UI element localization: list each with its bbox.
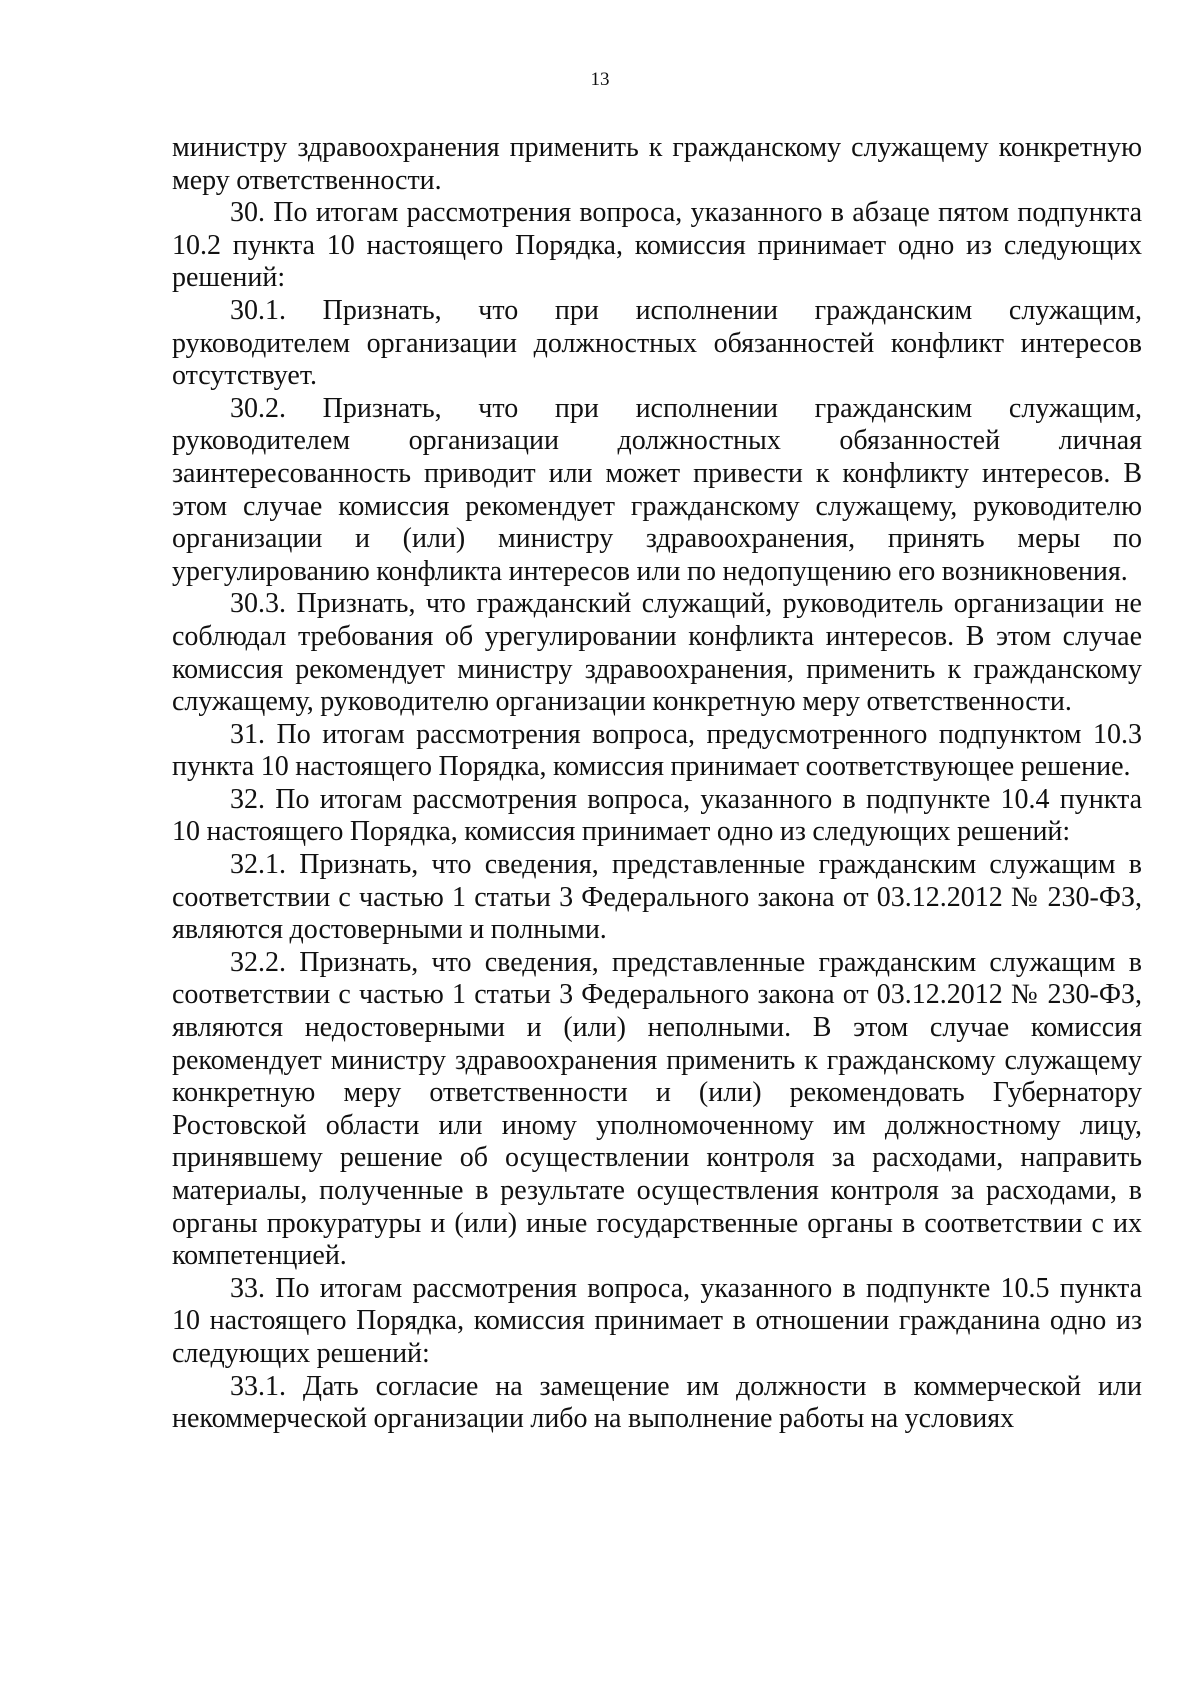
paragraph-33-1: 33.1. Дать согласие на замещение им должности в коммерческой или некоммерческой организации либо на выполнение работы на условиях <box>172 1370 1142 1435</box>
paragraph-30-1: 30.1. Признать, что при исполнении гражданским служащим, руководителем организации должностных обязанностей конфликт интересов отсутствует. <box>172 294 1142 392</box>
paragraph-32-1: 32.1. Признать, что сведения, представленные гражданским служащим в соответствии с частью 1 статьи 3 Федерального закона от 03.12.2012 № 230-ФЗ, являются достоверными и полными. <box>172 849 1142 946</box>
page-number: 13 <box>590 69 610 90</box>
paragraph-31: 31. По итогам рассмотрения вопроса, предусмотренного подпунктом 10.3 пункта 10 настоящего Порядка, комиссия принимает соответствующее решение. <box>172 718 1142 783</box>
paragraph-30: 30. По итогам рассмотрения вопроса, указанного в абзаце пятом подпункта 10.2 пункта 10 настоящего Порядка, комиссия принимает одно из следующих решений: <box>172 197 1142 294</box>
paragraph-30-2: 30.2. Признать, что при исполнении гражданским служащим, руководителем организации должностных обязанностей личная заинтересованность приводит или может привести к конфликту интересов. В этом случае комиссия рекомендует гражданскому служащему, руководителю организации и (или) министру здравоохранения, принять меры по урегулированию конфликта интересов или по недопущению его возникновения. <box>172 392 1142 587</box>
paragraph-30-3: 30.3. Признать, что гражданский служащий, руководитель организации не соблюдал требования об урегулировании конфликта интересов. В этом случае комиссия рекомендует министру здравоохранения, применить к гражданскому служащему, руководителю организации конкретную меру ответственности. <box>172 588 1142 718</box>
paragraph-33: 33. По итогам рассмотрения вопроса, указанного в подпункте 10.5 пункта 10 настоящего Порядка, комиссия принимает в отношении гражданина одно из следующих решений: <box>172 1272 1142 1369</box>
paragraph-32-2: 32.2. Признать, что сведения, представленные гражданским служащим в соответствии с частью 1 статьи 3 Федерального закона от 03.12.2012 № 230-ФЗ, являются недостоверными и (или) неполными. В этом случае комиссия рекомендует министру здравоохранения применить к гражданскому служащему конкретную меру ответственности и (или) рекомендовать Губернатору Ростовской области или иному уполномоченному им должностному лицу, принявшему решение об осуществлении контроля за расходами, направить материалы, полученные в результате осуществления контроля за расходами, в органы прокуратуры и (или) иные государственные органы в соответствии с их компетенцией. <box>172 946 1142 1272</box>
paragraph-continuation: министру здравоохранения применить к гражданскому служащему конкретную меру ответственности. <box>172 132 1142 196</box>
document-body <box>172 132 1142 1436</box>
paragraph-32: 32. По итогам рассмотрения вопроса, указанного в подпункте 10.4 пункта 10 настоящего Порядка, комиссия принимает одно из следующих решений: <box>172 783 1142 848</box>
